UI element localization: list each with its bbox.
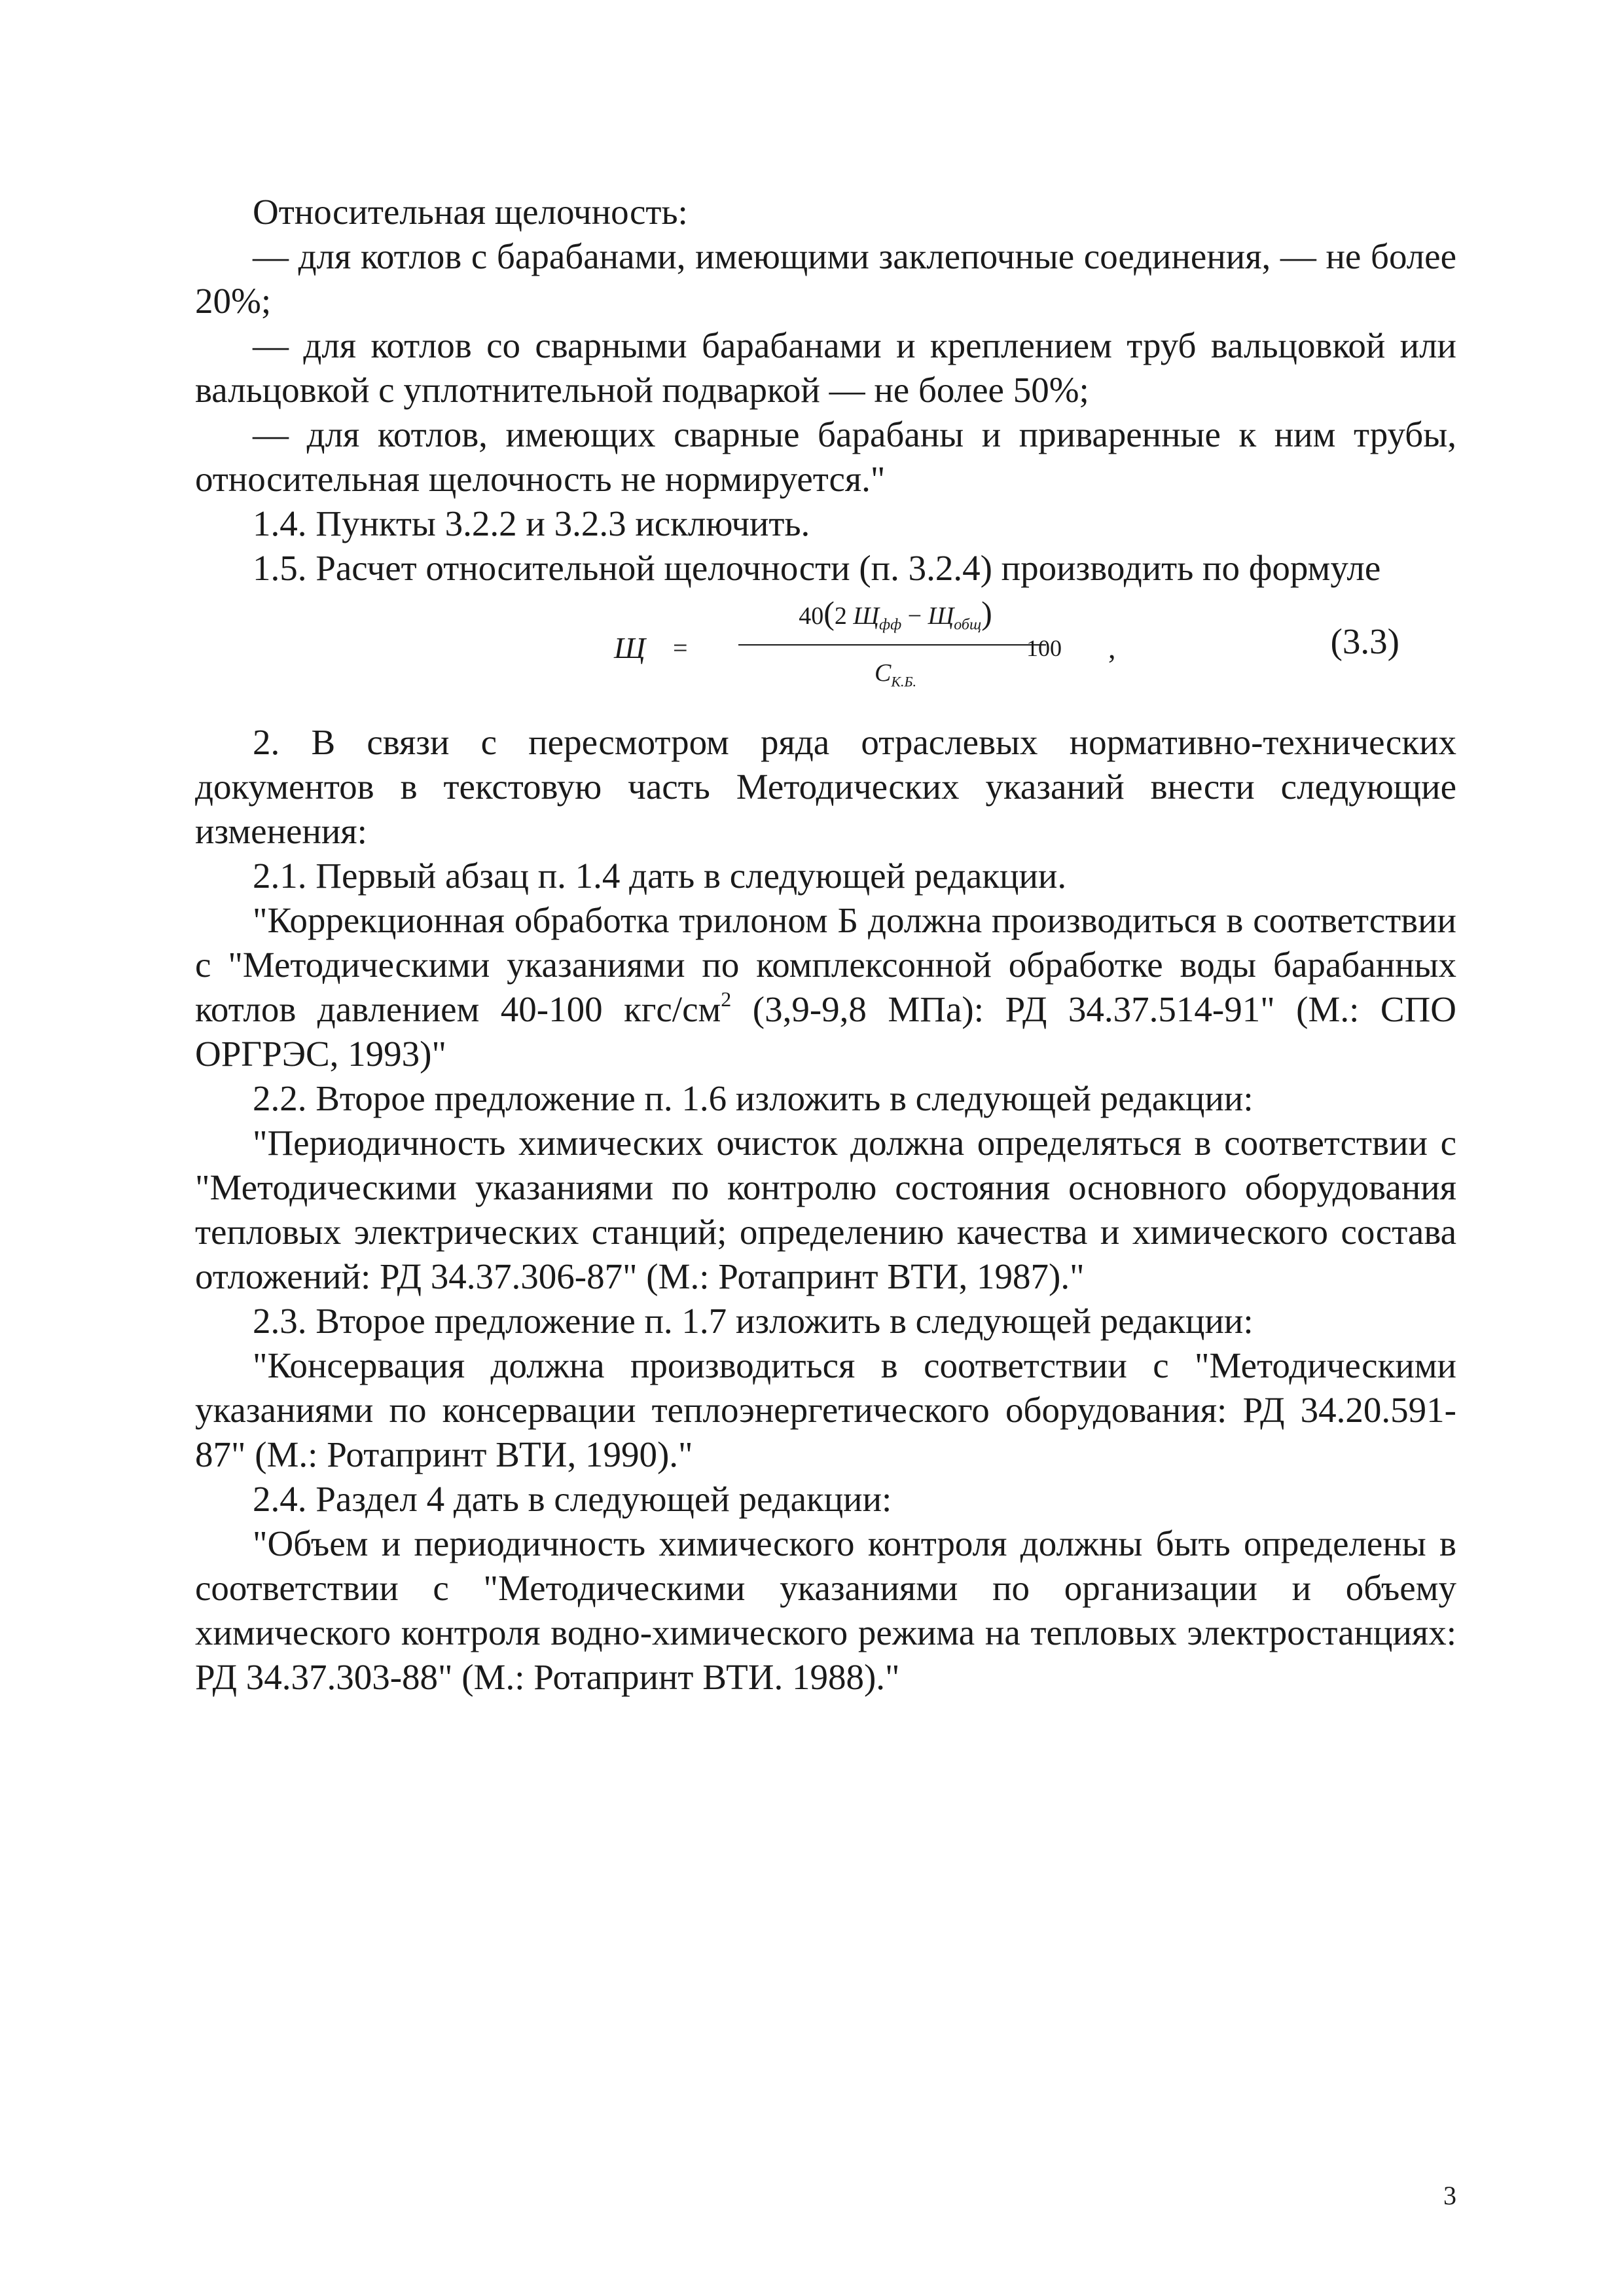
trilon-text-main: "Коррекционная обработка трилоном Б должна производиться в соответствии с "Методическими указаниями по комплексонной обработке воды барабанных котлов давлением 40-100 кгс/см: [195, 900, 1456, 1029]
paragraph-item-1-5: 1.5. Расчет относительной щелочности (п. 3.2.4) производить по формуле: [253, 548, 1381, 588]
document-body: [195, 190, 1456, 1700]
formula-lhs: Щ: [614, 631, 645, 665]
formula-equals: =: [673, 633, 688, 663]
alkalinity-formula: [614, 591, 1399, 708]
paragraph-chemical-cleaning: "Периодичность химических очисток должна определяться в соответствии с "Методическими указаниями по контролю состояния основного оборудования тепловых электрических станций; определению качества и химического состава отложений: РД 34.37.306-87" (М.: Ротапринт ВТИ, 1987).": [195, 1123, 1456, 1296]
paragraph-chemical-control: "Объем и периодичность химического контроля должны быть определены в соответствии с "Методическими указаниями по организации и объему химического контроля водно-химического режима на тепловых электростанциях: РД 34.37.303-88" (М.: Ротапринт ВТИ. 1988).": [195, 1523, 1456, 1697]
formula-sub-total: общ: [954, 616, 982, 634]
paragraph-welded-drums-rolled: — для котлов со сварными барабанами и креплением труб вальцовкой или вальцовкой с уплотнительной подваркой — не более 50%;: [195, 325, 1456, 410]
formula-comma: ,: [1108, 631, 1116, 665]
formula-den-sub: К.Б.: [891, 673, 916, 690]
paragraph-item-2-4: 2.4. Раздел 4 дать в следующей редакции:: [253, 1479, 892, 1519]
formula-close-paren: ): [981, 594, 992, 631]
formula-sub-ff: фф: [879, 616, 902, 634]
paragraph-item-2-2: 2.2. Второе предложение п. 1.6 изложить в следующей редакции:: [253, 1078, 1254, 1118]
formula-term-total: Щ: [928, 602, 954, 630]
paragraph-conservation: "Консервация должна производиться в соответствии с "Методическими указаниями по консервации теплоэнергетического оборудования: РД 34.20.591-87" (М.: Ротапринт ВТИ, 1990).": [195, 1345, 1456, 1474]
formula-two: 2: [834, 602, 847, 630]
formula-minus: −: [907, 602, 922, 630]
paragraph-item-2-1: 2.1. Первый абзац п. 1.4 дать в следующей редакции.: [253, 856, 1067, 896]
formula-open-paren: (: [823, 594, 835, 631]
paragraph-trilon-treatment: [195, 898, 1456, 1076]
paragraph-relative-alkalinity-heading: Относительная щелочность:: [253, 192, 688, 232]
paragraph-item-1-4: 1.4. Пункты 3.2.2 и 3.2.3 исключить.: [253, 503, 810, 543]
formula-term-ff: Щ: [853, 602, 880, 630]
paragraph-item-2: 2. В связи с пересмотром ряда отраслевых нормативно-технических документов в текстовую часть Методических указаний внести следующие изменения:: [195, 722, 1456, 851]
spacer: [195, 708, 1456, 720]
formula-den-symbol: С: [875, 659, 892, 687]
formula-coefficient: 40: [799, 602, 824, 630]
formula-numerator: [738, 596, 1053, 642]
formula-denominator: [738, 656, 1053, 699]
formula-multiplier: 100: [1026, 635, 1062, 661]
paragraph-welded-drums-welded-tubes: — для котлов, имеющих сварные барабаны и приваренные к ним трубы, относительная щелочность не нормируется.": [195, 414, 1456, 499]
paragraph-item-2-3: 2.3. Второе предложение п. 1.7 изложить в следующей редакции:: [253, 1301, 1254, 1341]
paragraph-riveted-drums: — для котлов с барабанами, имеющими заклепочные соединения, — не более 20%;: [195, 236, 1456, 321]
formula-row: [195, 591, 1456, 708]
trilon-text-tail: (3,9-9,8 МПа): РД 34.37.514-91" (М.: СПО ОРГРЭС, 1993)": [195, 989, 1457, 1074]
formula-number: (3.3): [1330, 621, 1399, 661]
page-number: 3: [1443, 2181, 1456, 2210]
formula-fraction-bar: [738, 644, 1046, 646]
unit-superscript: 2: [721, 987, 732, 1011]
